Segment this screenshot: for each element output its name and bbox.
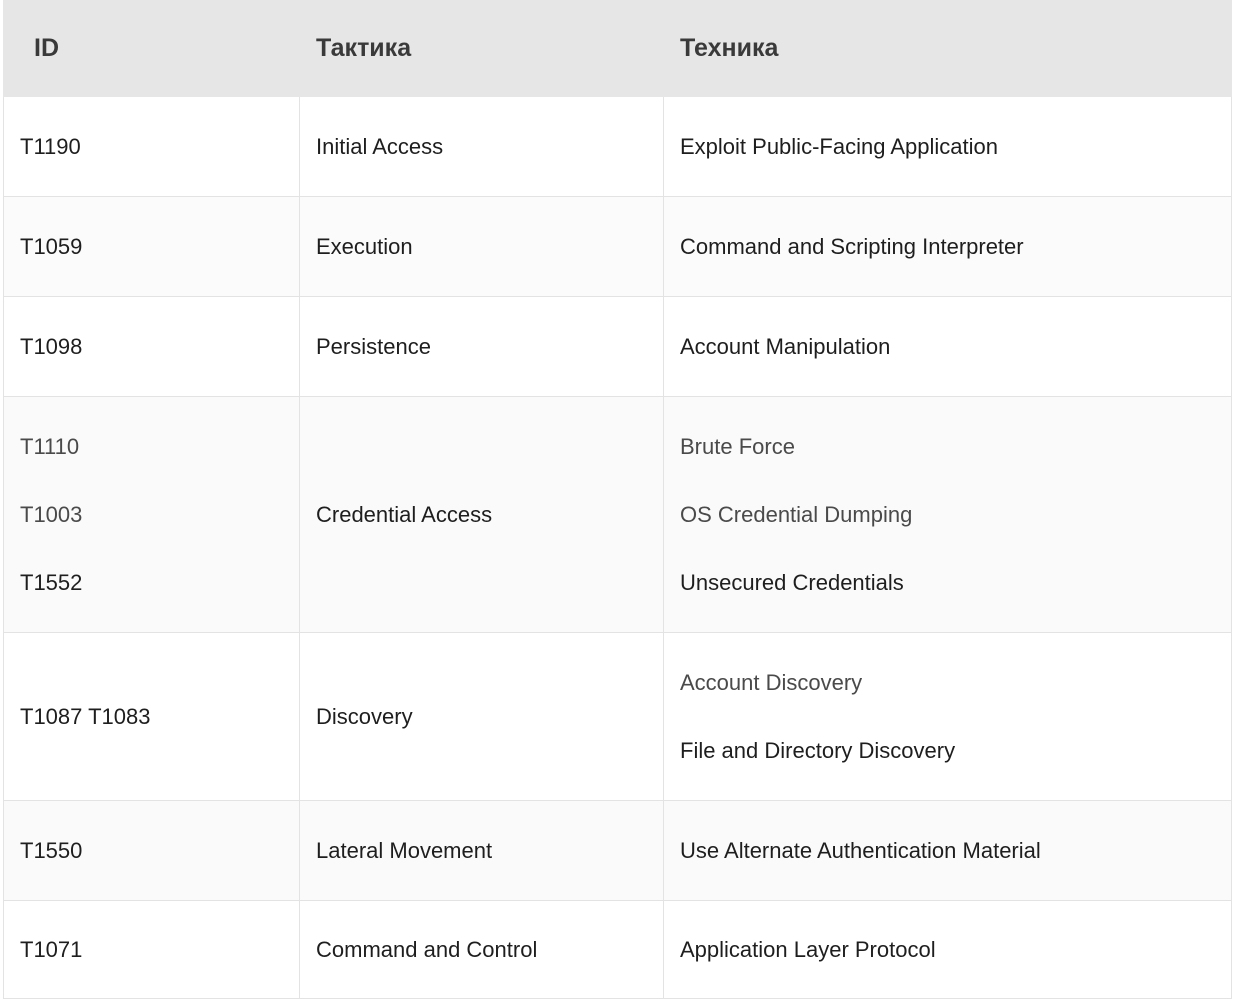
table-row xyxy=(4,801,1232,901)
technique-id: T1190 xyxy=(20,133,81,159)
technique-name: Account Discovery xyxy=(680,669,863,695)
technique-id: T1059 xyxy=(20,233,83,259)
column-header-tactic: Тактика xyxy=(300,1,664,97)
technique-name: Exploit Public-Facing Application xyxy=(680,133,998,159)
technique-cell xyxy=(664,97,1232,197)
technique-name: Unsecured Credentials xyxy=(680,569,904,595)
id-cell xyxy=(4,901,300,999)
technique-name: Application Layer Protocol xyxy=(680,936,936,962)
technique-name: Account Manipulation xyxy=(680,333,891,359)
technique-id: T1087 T1083 xyxy=(20,703,151,729)
technique-id: T1110 xyxy=(20,433,80,459)
technique-name: OS Credential Dumping xyxy=(680,501,913,527)
id-cell xyxy=(4,801,300,901)
tactic-cell: Credential Access xyxy=(300,397,664,633)
table-header-row xyxy=(4,1,1232,97)
id-cell xyxy=(4,297,300,397)
tactic-cell: Lateral Movement xyxy=(300,801,664,901)
tactic-cell: Execution xyxy=(300,197,664,297)
technique-cell xyxy=(664,297,1232,397)
table-row xyxy=(4,97,1232,197)
id-cell xyxy=(4,97,300,197)
table-row xyxy=(4,197,1232,297)
tactic-cell: Initial Access xyxy=(300,97,664,197)
technique-name: Brute Force xyxy=(680,433,795,459)
table-row xyxy=(4,633,1232,801)
technique-id: T1071 xyxy=(20,936,83,962)
id-cell xyxy=(4,397,300,633)
technique-name: File and Directory Discovery xyxy=(680,737,956,763)
technique-id: T1552 xyxy=(20,569,83,595)
table-row xyxy=(4,397,1232,633)
mitre-attack-table xyxy=(3,0,1232,999)
technique-id: T1550 xyxy=(20,837,83,863)
technique-id: T1003 xyxy=(20,501,83,527)
technique-name: Use Alternate Authentication Material xyxy=(680,837,1041,863)
technique-cell xyxy=(664,633,1232,801)
column-header-technique: Техника xyxy=(664,1,1232,97)
id-cell xyxy=(4,197,300,297)
technique-id: T1098 xyxy=(20,333,83,359)
table-row xyxy=(4,297,1232,397)
table-row xyxy=(4,901,1232,999)
technique-cell xyxy=(664,801,1232,901)
tactic-cell: Persistence xyxy=(300,297,664,397)
tactic-cell: Discovery xyxy=(300,633,664,801)
technique-name: Command and Scripting Interpreter xyxy=(680,233,1024,259)
tactic-cell: Command and Control xyxy=(300,901,664,999)
technique-cell xyxy=(664,397,1232,633)
id-cell xyxy=(4,633,300,801)
technique-cell xyxy=(664,901,1232,999)
column-header-id: ID xyxy=(4,1,300,97)
technique-cell xyxy=(664,197,1232,297)
